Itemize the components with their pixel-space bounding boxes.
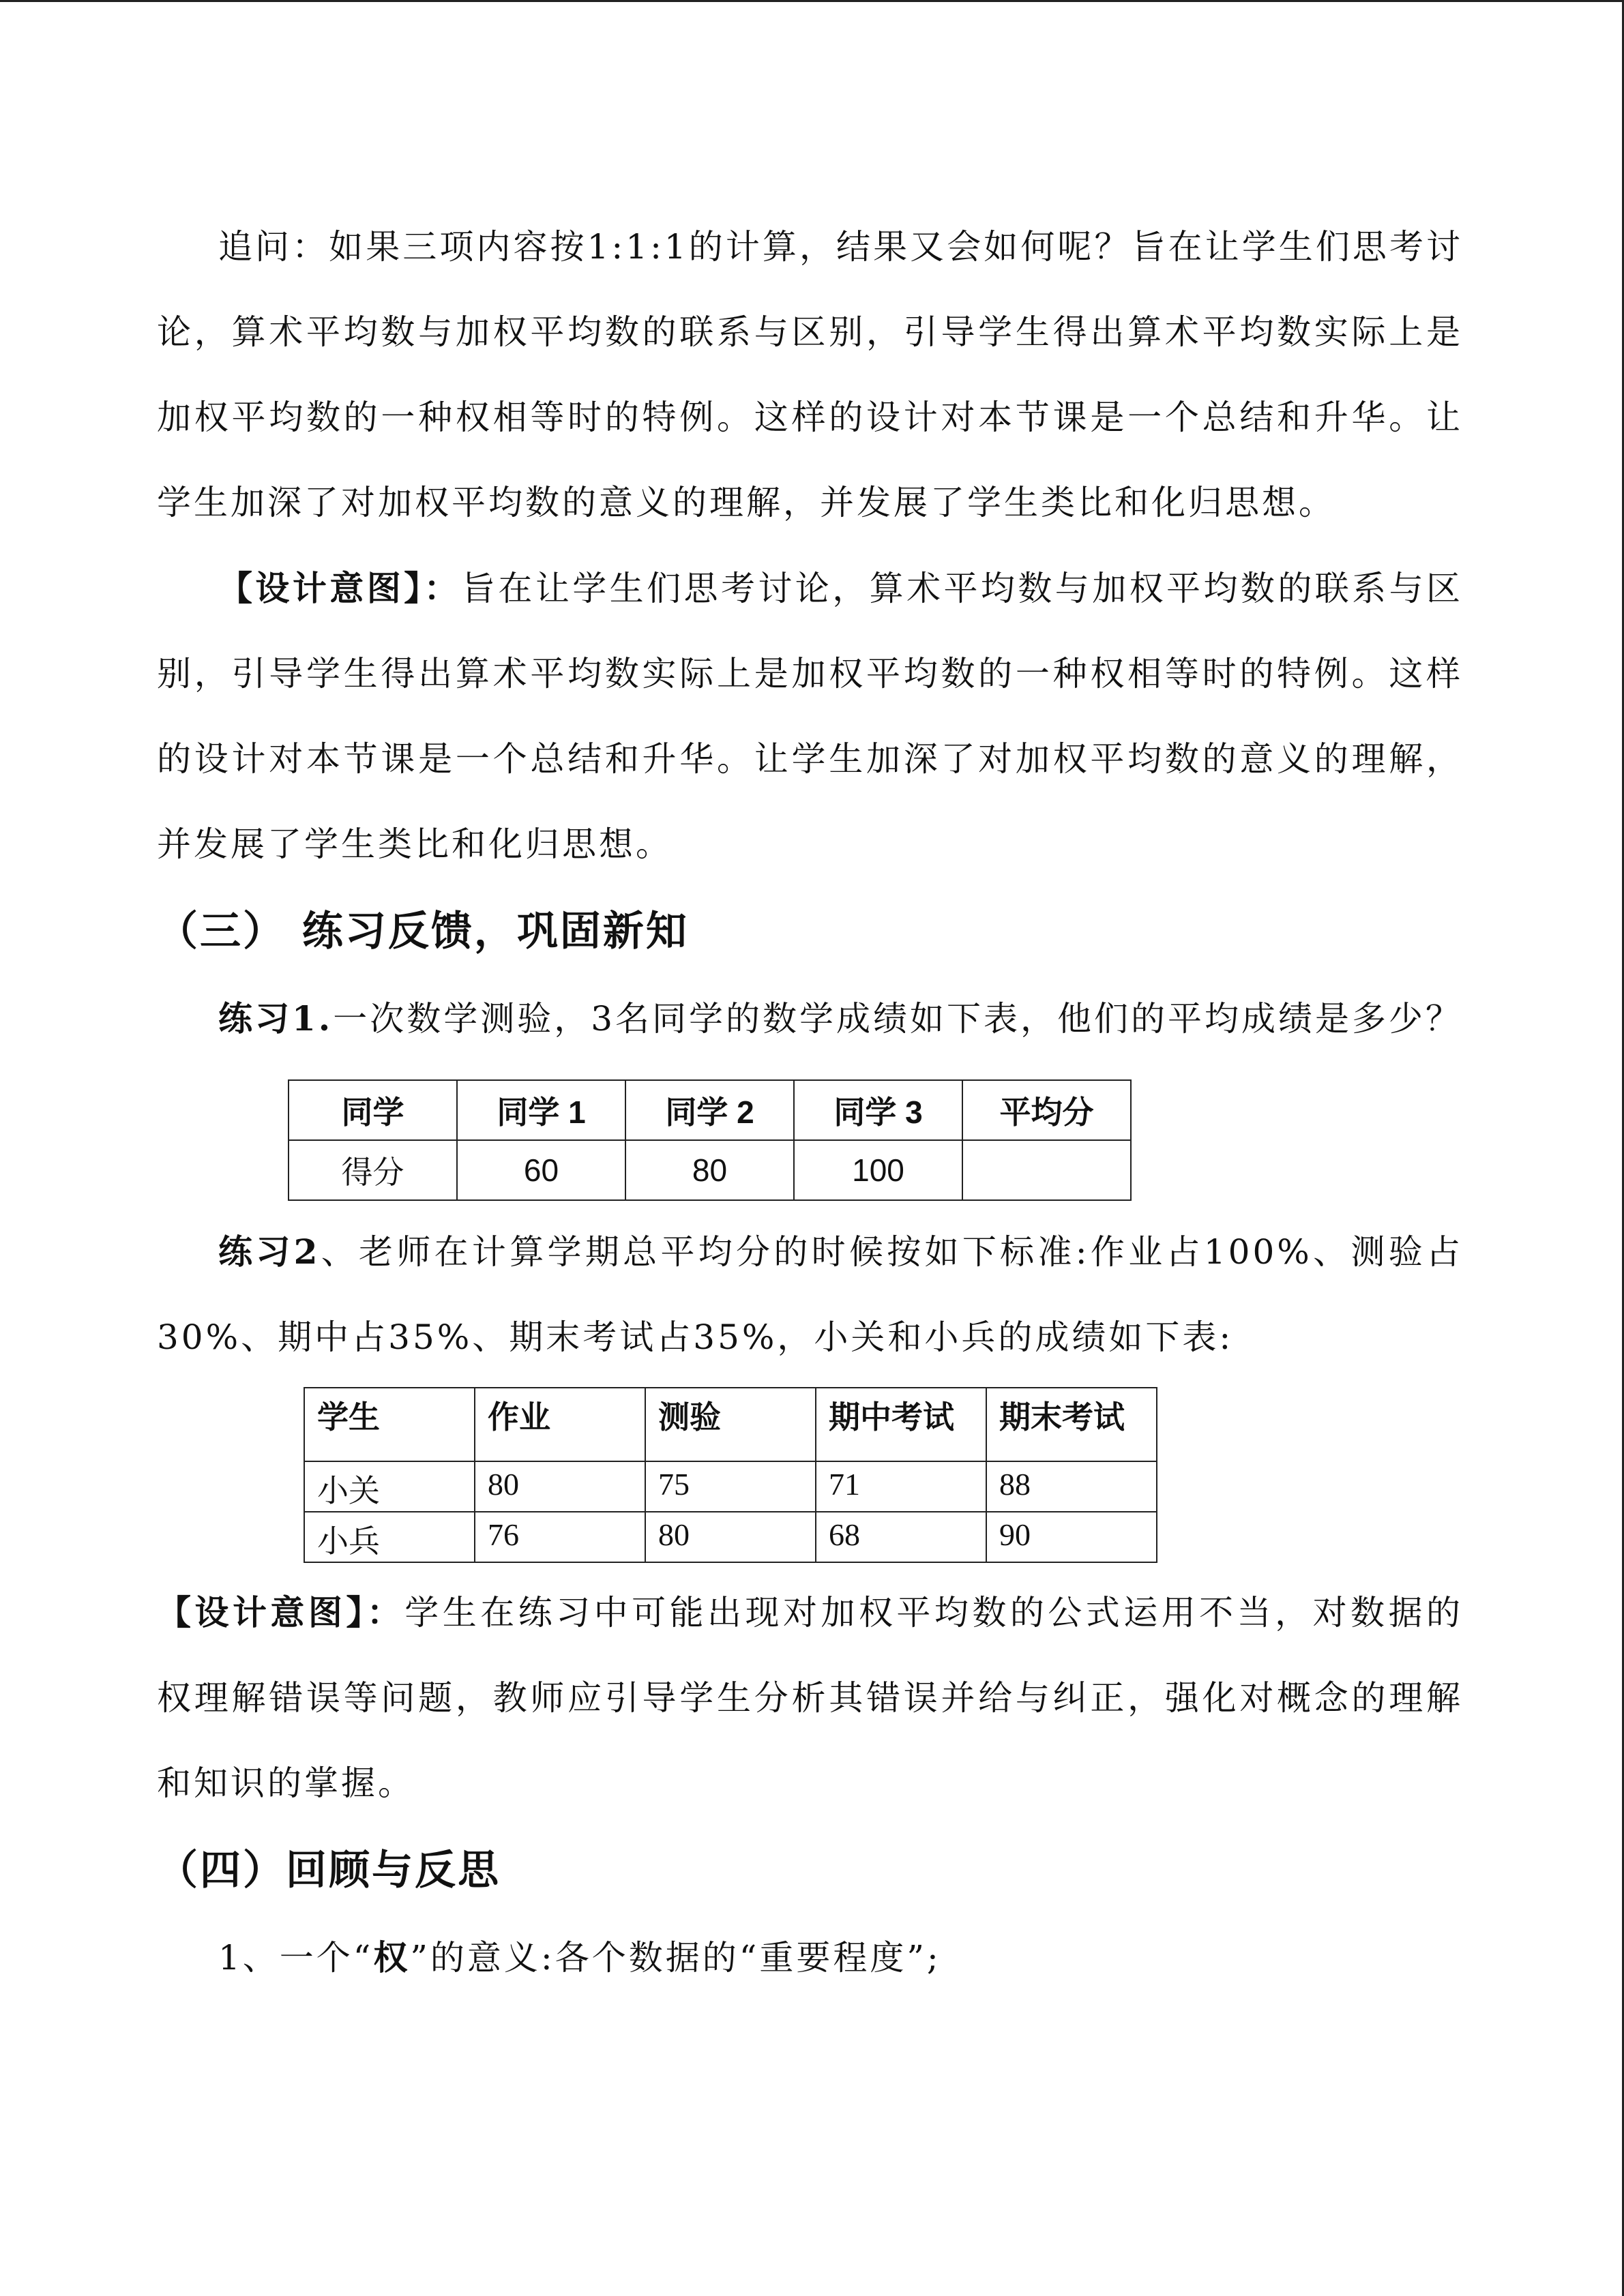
- page-border-top: [0, 0, 1624, 2]
- table-cell: 76: [475, 1512, 645, 1562]
- table-cell: 68: [816, 1512, 986, 1562]
- table-cell: 得分: [289, 1140, 457, 1200]
- student-grades-table: [304, 1387, 1157, 1563]
- table-cell: [962, 1140, 1131, 1200]
- table-cell: 71: [816, 1461, 986, 1512]
- table-cell: 100: [794, 1140, 962, 1200]
- table-header-cell: 学生: [304, 1388, 475, 1461]
- design-intent-label: 【设计意图】：: [218, 568, 461, 608]
- exercise-2-text: 、老师在计算学期总平均分的时候按如下标准:作业占100%、测验占30%、期中占35%、期末考试占35%，小关和小兵的成绩如下表:: [157, 1232, 1463, 1357]
- table-cell: 80: [625, 1140, 794, 1200]
- table-row: [304, 1461, 1157, 1512]
- table-cell: 90: [986, 1512, 1157, 1562]
- table-header-cell: 期中考试: [816, 1388, 986, 1461]
- design-intent-text: 旨在让学生们思考讨论，算术平均数与加权平均数的联系与区别，引导学生得出算术平均数实际上是加权平均数的一种权相等时的特例。这样的设计对本节课是一个总结和升华。让学生加深了对加权平均数的意义的理解，并发展了学生类比和化归思想。: [157, 569, 1464, 864]
- exercise-2: [157, 1209, 1463, 1380]
- table-header-cell: 作业: [475, 1388, 645, 1461]
- exercise-2-label: 练习2: [218, 1232, 321, 1272]
- table-cell: 80: [475, 1461, 645, 1512]
- table-header-cell: 同学: [289, 1080, 457, 1140]
- table-header-cell: 平均分: [962, 1080, 1131, 1140]
- table-header-row: [304, 1388, 1157, 1461]
- design-intent-text: 学生在练习中可能出现对加权平均数的公式运用不当，对数据的权理解错误等问题，教师应引导学生分析其错误并给与纠正，强化对概念的理解和知识的掌握。: [157, 1593, 1464, 1803]
- review-point-keyword: 权: [373, 1937, 411, 1978]
- review-point-prefix: 1、一个“: [218, 1938, 374, 1978]
- table-row: [304, 1512, 1157, 1562]
- review-point-suffix: ”的意义:各个数据的“重要程度”;: [410, 1938, 941, 1978]
- table-row: [289, 1140, 1131, 1200]
- table-cell: 75: [645, 1461, 816, 1512]
- exercise-1: [157, 976, 1463, 1062]
- table-header-cell: 同学 3: [794, 1080, 962, 1140]
- table-header-cell: 同学 1: [457, 1080, 625, 1140]
- table-cell: 小关: [304, 1461, 475, 1512]
- paragraph-design-intent-1: [157, 546, 1463, 887]
- section-heading-practice: （三） 练习反馈，巩固新知: [157, 908, 689, 955]
- table-header-row: [289, 1080, 1131, 1140]
- table-cell: 80: [645, 1512, 816, 1562]
- paragraph-followup-question: 追问：如果三项内容按1:1:1的计算，结果又会如何呢？旨在让学生们思考讨论，算术平均数与加权平均数的联系与区别，引导学生得出算术平均数实际上是加权平均数的一种权相等时的特例。这样的设计对本节课是一个总结和升华。让学生加深了对加权平均数的意义的理解，并发展了学生类比和化归思想。: [157, 227, 1463, 522]
- paragraph-design-intent-2: [157, 1570, 1463, 1826]
- section-heading-review: （四）回顾与反思: [157, 1847, 501, 1894]
- table-header-cell: 同学 2: [625, 1080, 794, 1140]
- scores-table: [288, 1079, 1132, 1201]
- table-cell: 小兵: [304, 1512, 475, 1562]
- review-point-1: [157, 1915, 1463, 2001]
- table-header-cell: 测验: [645, 1388, 816, 1461]
- table-cell: 60: [457, 1140, 625, 1200]
- document-body: [157, 205, 1463, 2001]
- exercise-1-text: 一次数学测验，3名同学的数学成绩如下表，他们的平均成绩是多少？: [333, 999, 1463, 1039]
- table-header-cell: 期末考试: [986, 1388, 1157, 1461]
- design-intent-label: 【设计意图】：: [157, 1592, 405, 1632]
- exercise-1-label: 练习1.: [218, 998, 334, 1039]
- table-cell: 88: [986, 1461, 1157, 1512]
